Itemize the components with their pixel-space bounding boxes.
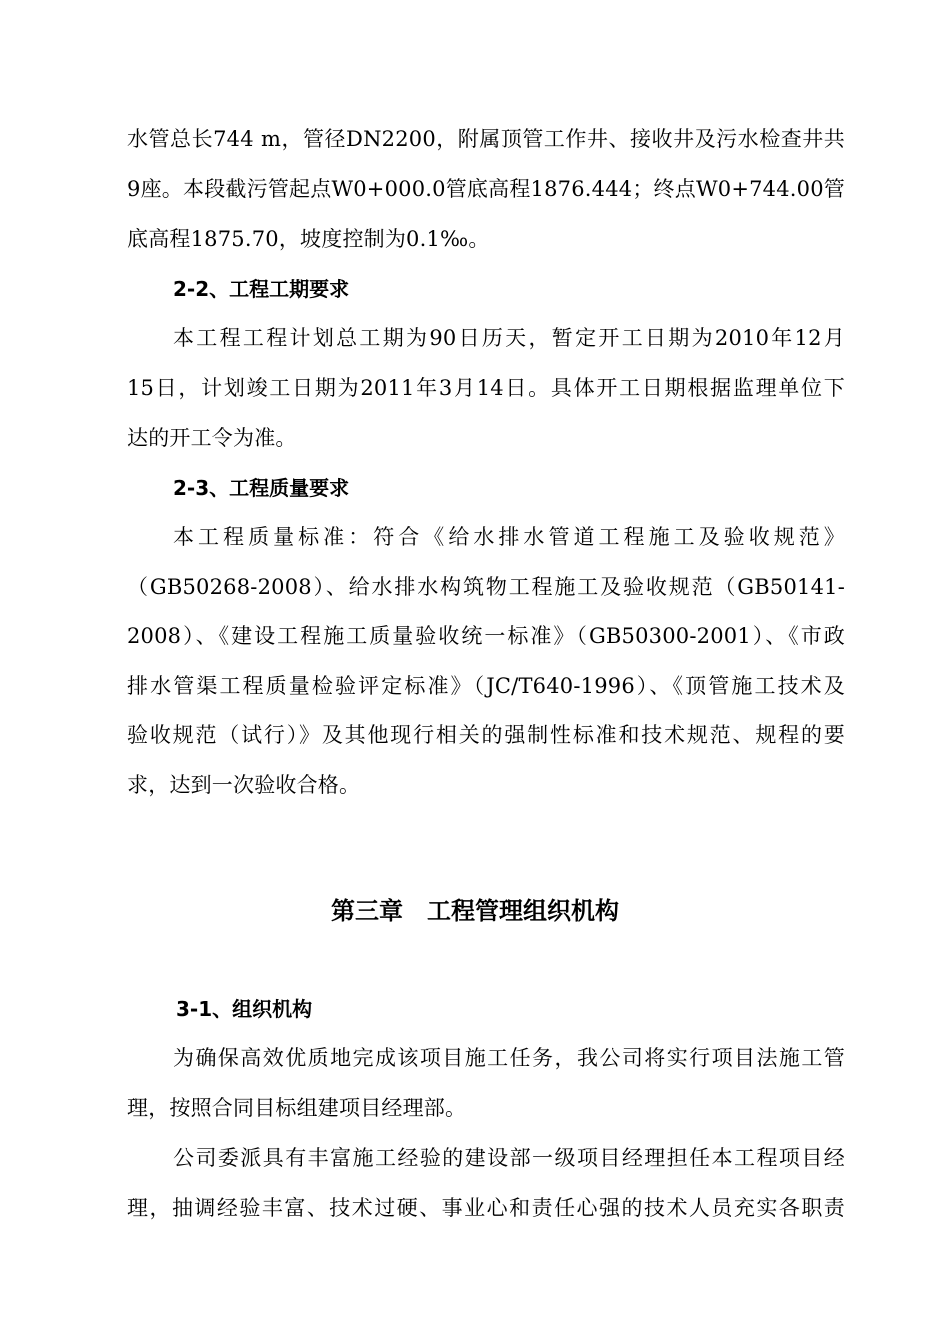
paragraph-line: 理，抽调经验丰富、技术过硬、事业心和责任心强的技术人员充实各职责 xyxy=(127,1196,845,1220)
paragraph-line: 验收规范（试行）》及其他现行相关的强制性标准和技术规范、规程的要 xyxy=(127,723,845,747)
paragraph-line: 水管总长744 m，管径DN2200，附属顶管工作井、接收井及污水检查井共 xyxy=(127,127,845,151)
paragraph-line: （GB50268-2008）、给水排水构筑物工程施工及验收规范（GB50141- xyxy=(127,575,845,599)
section-heading: 3-1、组织机构 xyxy=(176,997,313,1021)
paragraph-line: 排水管渠工程质量检验评定标准》（JC/T640-1996）、《顶管施工技术及 xyxy=(127,674,845,698)
paragraph-line: 求，达到一次验收合格。 xyxy=(127,773,361,797)
paragraph-line: 理，按照合同目标组建项目经理部。 xyxy=(127,1096,467,1120)
paragraph-line: 底高程1875.70，坡度控制为0.1‰。 xyxy=(127,227,490,251)
chapter-title: 第三章 工程管理组织机构 xyxy=(331,897,619,925)
section-heading: 2-2、工程工期要求 xyxy=(173,277,350,301)
paragraph-line: 为确保高效优质地完成该项目施工任务，我公司将实行项目法施工管 xyxy=(173,1046,845,1070)
section-heading: 2-3、工程质量要求 xyxy=(173,476,350,500)
paragraph-line: 达的开工令为准。 xyxy=(127,426,297,450)
paragraph-line: 9座。本段截污管起点W0+000.0管底高程1876.444；终点W0+744.00管 xyxy=(127,177,845,201)
paragraph-line: 本工程质量标准：符合《给水排水管道工程施工及验收规范》 xyxy=(173,525,845,549)
paragraph-line: 2008）、《建设工程施工质量验收统一标准》（GB50300-2001）、《市政 xyxy=(127,624,845,648)
paragraph-line: 本工程工程计划总工期为90日历天，暂定开工日期为2010年12月 xyxy=(173,326,845,350)
paragraph-line: 15日，计划竣工日期为2011年3月14日。具体开工日期根据监理单位下 xyxy=(127,376,845,400)
paragraph-line: 公司委派具有丰富施工经验的建设部一级项目经理担任本工程项目经 xyxy=(173,1146,845,1170)
